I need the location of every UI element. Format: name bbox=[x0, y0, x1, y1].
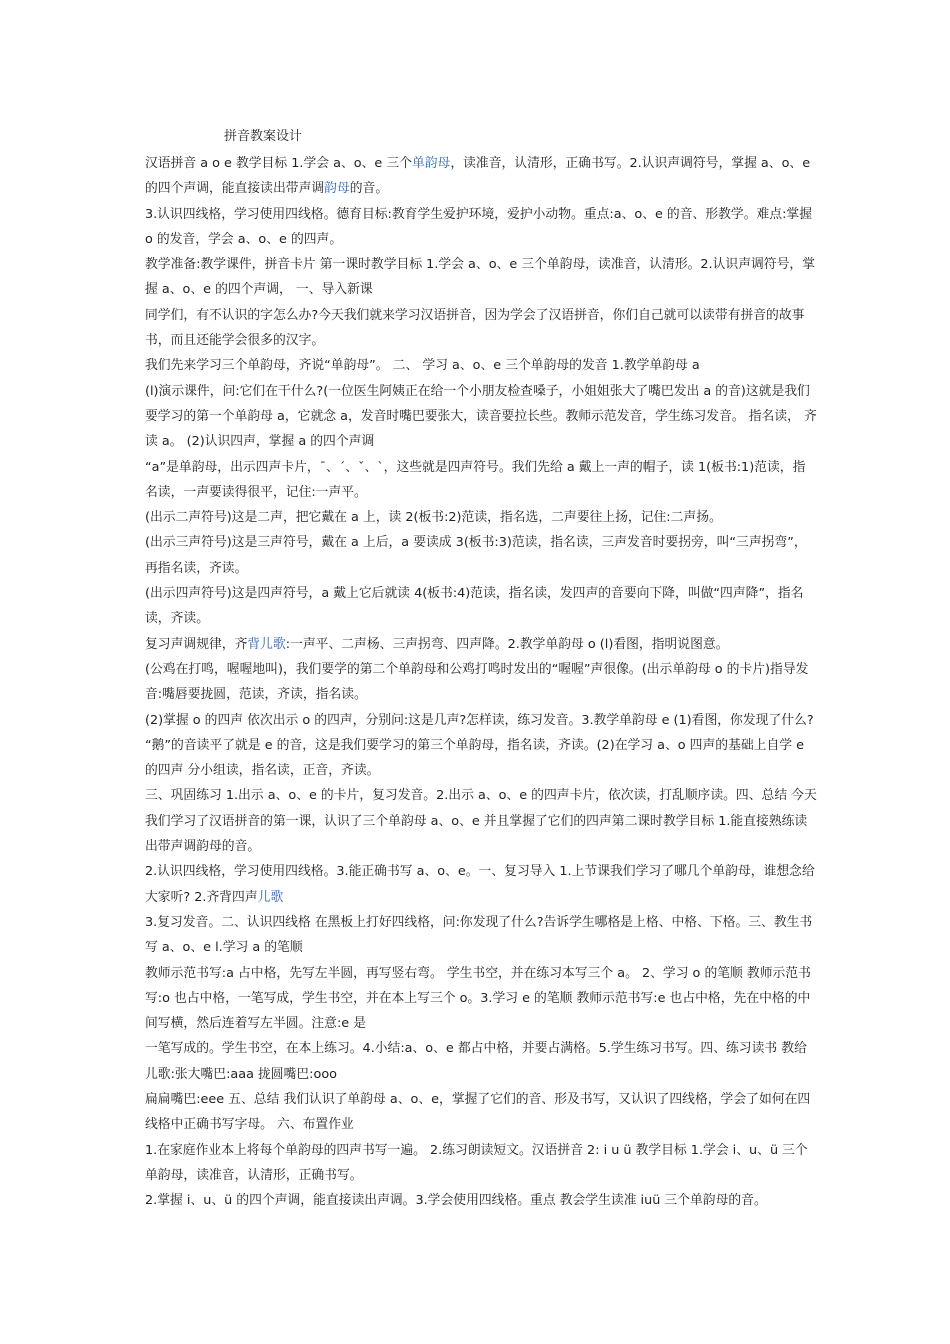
paragraph-text: 汉语拼音 a o e 教学目标 1.学会 a、o、e 三个 bbox=[145, 156, 412, 171]
paragraph-text: 的音。 bbox=[349, 181, 389, 197]
paragraph-text: 3.认识四线格，学习使用四线格。德育目标:教育学生爱护环境，爱护小动物。重点:a、o、e 的音、形教学。难点:掌握 o 的发音，学会 a、o、e 的四声。 bbox=[145, 206, 813, 247]
paragraph-text: (出示三声符号)这是三声符号，戴在 a 上后，a 要读成 3(板书:3)范读，指名读，三声发音时要拐旁，叫“三声拐弯”，再指名读，齐读。 bbox=[145, 535, 807, 576]
paragraph-text: 教师示范书写:a 占中格，先写左半圆，再写竖右弯。 学生书空，并在练习本写三个 a。 2、学习 o 的笔顺 教师示范书写:o 也占中格，一笔写成，学生书空，并在本上写三个 o。3.学习 e 的笔顺 教师示范书写:e 也占中格，先在中格的中间写横，然后连着写左半圆。注意:e 是 bbox=[145, 965, 811, 1032]
keyword-link[interactable]: 单韵母 bbox=[411, 156, 451, 171]
paragraph bbox=[145, 530, 817, 581]
paragraph-text: 2.掌握 i、u、ü 的四个声调，能直接读出声调。3.学会使用四线格。重点 教会学生读准 iuü 三个单韵母的音。 bbox=[145, 1193, 767, 1209]
paragraph-text: 三、巩固练习 1.出示 a、o、e 的卡片，复习发音。2.出示 a、o、e 的四声卡片，依次读，打乱顺序读。四、总结 今天我们学习了汉语拼音的第一课，认识了三个单韵母 a、o、e 并且掌握了它们的四声第二课时教学目标 1.能直接熟练读出带声调韵母的音。 bbox=[145, 788, 817, 855]
keyword-link[interactable]: 儿歌 bbox=[257, 889, 284, 905]
paragraph-text: “鹅”的音读平了就是 e 的音，这是我们要学习的第三个单韵母，指名读，齐读。(2)在学习 a、o 四声的基础上自学 e 的四声 分小组读，指名读，正音，齐读。 bbox=[145, 737, 805, 779]
paragraph bbox=[145, 1188, 817, 1213]
paragraph bbox=[145, 1036, 817, 1087]
paragraph bbox=[145, 783, 817, 859]
paragraph-text: 我们先来学习三个单韵母，齐说“单韵母”。 二、 学习 a、o、e 三个单韵母的发音 1.教学单韵母 a bbox=[145, 358, 700, 374]
paragraph bbox=[145, 151, 817, 202]
paragraph bbox=[145, 733, 817, 784]
paragraph bbox=[145, 910, 817, 961]
paragraph bbox=[145, 353, 817, 378]
paragraph bbox=[145, 303, 817, 354]
paragraph-text: 同学们，有不认识的字怎么办?今天我们就来学习汉语拼音，因为学会了汉语拼音，你们自己就可以读带有拼音的故事书，而且还能学会很多的汉字。 bbox=[145, 307, 805, 349]
paragraph-text: 扁扁嘴巴:eee 五、总结 我们认识了单韵母 a、o、e，掌握了它们的音、形及书写，又认识了四线格，学会了如何在四线格中正确书写字母。 六、布置作业 bbox=[145, 1091, 811, 1133]
paragraph bbox=[145, 632, 817, 657]
paragraph bbox=[145, 455, 817, 506]
paragraph bbox=[145, 1087, 817, 1138]
paragraph bbox=[145, 657, 817, 708]
paragraph-text: 教学准备:教学课件，拼音卡片 第一课时教学目标 1.学会 a、o、e 三个单韵母，读准音，认清形。2.认识声调符号，掌握 a、o、e 的四个声调， 一、导入新课 bbox=[145, 257, 815, 298]
paragraph-text: (l)演示课件，问:它们在干什么?(一位医生阿姨正在给一个小朋友检查嗓子，小姐姐张大了嘴巴发出 a 的音)这就是我们要学习的第一个单韵母 a，它就念 a，发音时嘴巴要张大，读音要拉长些。教师示范发音，学生练习发音。 指名读， 齐读 a。 (2)认识四声，掌握 a 的四个声调 bbox=[145, 383, 817, 450]
paragraph bbox=[145, 505, 817, 530]
paragraph-text: 1.在家庭作业本上将每个单韵母的四声书写一遍。 2.练习朗读短文。汉语拼音 2: i u ü 教学目标 1.学会 i、u、ü 三个单韵母，读准音，认清形，正确书写。 bbox=[145, 1142, 808, 1183]
paragraph bbox=[145, 708, 817, 733]
paragraph-text: “a”是单韵母，出示四声卡片，ˉ、ˊ、ˇ、ˋ，这些就是四声符号。我们先给 a 戴上一声的帽子，读 1(板书:1)范读，指名读，一声要读得很平，记住:一声平。 bbox=[145, 459, 806, 500]
paragraph-text: ，读准音，认清形，正确书写。2.认识声调符号，掌握 a、o、e 的四个声调，能直接读出带声调 bbox=[145, 156, 811, 197]
paragraph-text: (公鸡在打鸣，喔喔地叫)，我们要学的第二个单韵母和公鸡打鸣时发出的“喔喔”声很像。(出示单韵母 o 的卡片)指导发音:嘴唇要拢圆，范读，齐读，指名读。 bbox=[145, 661, 809, 703]
paragraph bbox=[145, 202, 817, 253]
paragraph-text: 2.认识四线格，学习使用四线格。3.能正确书写 a、o、e。一、复习导入 1.上节课我们学习了哪几个单韵母，谁想念给大家听? 2.齐背四声 bbox=[145, 864, 815, 905]
paragraph-text: 3.复习发音。二、认识四线格 在黑板上打好四线格，问:你发现了什么?告诉学生哪格是上格、中格、下格。三、教生书写 a、o、e l.学习 a 的笔顺 bbox=[145, 914, 813, 956]
document-body bbox=[145, 151, 817, 1213]
paragraph-text: :一声平、二声杨、三声拐弯、四声降。2.教学单韵母 o (l)看图，指明说图意。 bbox=[285, 636, 729, 652]
keyword-link[interactable]: 背儿歌 bbox=[247, 636, 286, 652]
paragraph-text: (出示二声符号)这是二声，把它戴在 a 上，读 2(板书:2)范读，指名选，二声要往上扬，记住:二声扬。 bbox=[145, 510, 722, 526]
paragraph bbox=[145, 379, 817, 455]
paragraph bbox=[145, 1138, 817, 1189]
paragraph-text: 一笔写成的。学生书空，在本上练习。4.小结:a、o、e 都占中格，并要占满格。5.学生练习书写。四、练习读书 教给儿歌:张大嘴巴:aaa 拢圆嘴巴:ooo bbox=[145, 1041, 807, 1082]
paragraph-text: (出示四声符号)这是四声符号，a 戴上它后就读 4(板书:4)范读，指名读，发四声的音要向下降，叫做“四声降”，指名读，齐读。 bbox=[145, 586, 804, 627]
document-title: 拼音教案设计 bbox=[224, 129, 303, 144]
paragraph bbox=[145, 859, 817, 910]
paragraph bbox=[145, 581, 817, 632]
keyword-link[interactable]: 韵母 bbox=[324, 181, 350, 197]
paragraph-text: (2)掌握 o 的四声 依次出示 o 的四声，分别问:这是几声?怎样读，练习发音。3.教学单韵母 e (1)看图，你发现了什么? bbox=[145, 712, 814, 728]
paragraph bbox=[145, 252, 817, 303]
paragraph-text: 复习声调规律，齐 bbox=[145, 636, 248, 652]
paragraph bbox=[145, 961, 817, 1037]
